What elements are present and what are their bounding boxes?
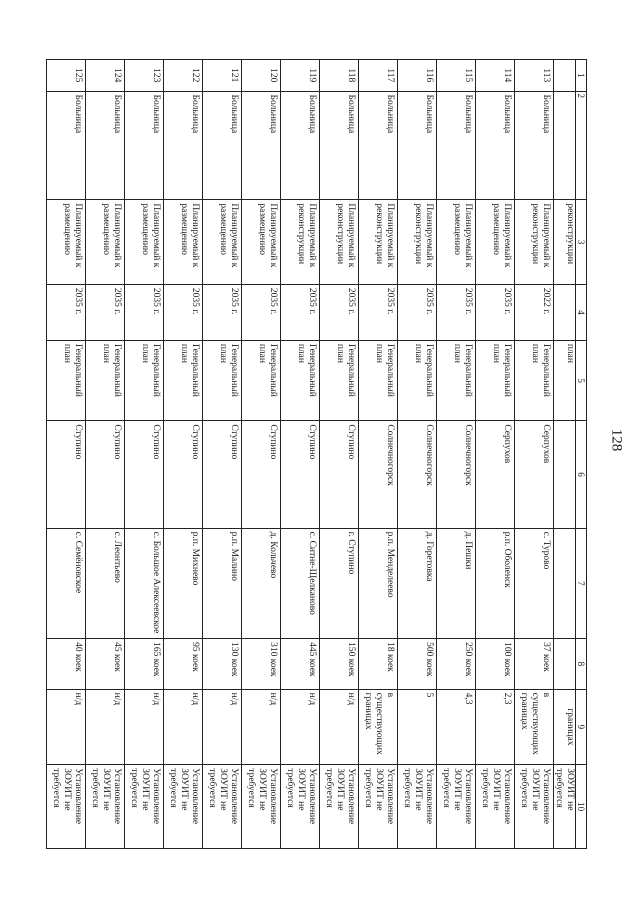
table-cell: 2,3	[475, 689, 514, 765]
table-cell: н/д	[124, 689, 163, 765]
table-cell: Генеральный план	[163, 340, 202, 420]
row-number: 113	[514, 60, 553, 92]
table-cell: 2035 г.	[280, 284, 319, 340]
header-cell: 8	[575, 639, 586, 689]
table-cell: 445 коек	[280, 639, 319, 689]
table-cell: Ступино	[241, 421, 280, 528]
table-cell: 100 коек	[475, 639, 514, 689]
header-cell: 6	[575, 421, 586, 528]
table-cell: Планируемый к размещению	[85, 200, 124, 284]
table-cell: р.п. Малино	[202, 528, 241, 638]
table-cell: 2035 г.	[358, 284, 397, 340]
table-cell: н/д	[319, 689, 358, 765]
table-cell: Планируемый к размещению	[241, 200, 280, 284]
table-cell: Больница	[85, 91, 124, 200]
table-cell: Планируемый к размещению	[202, 200, 241, 284]
table-cell: с. Большое Алексеевское	[124, 528, 163, 638]
row-number: 122	[163, 60, 202, 92]
table-cell: Планируемый к размещению	[124, 200, 163, 284]
rotated-table-container	[46, 59, 587, 849]
table-row	[202, 60, 241, 849]
table-cell: 2035 г.	[85, 284, 124, 340]
table-cell: Генеральный план	[319, 340, 358, 420]
page-number: 128	[608, 428, 625, 452]
table-cell: Планируемый к размещению	[163, 200, 202, 284]
table-cell: Солнечногорск	[358, 421, 397, 528]
table-cell: 165 коек	[124, 639, 163, 689]
table-cell: 2035 г.	[163, 284, 202, 340]
header-cell: 4	[575, 284, 586, 340]
table-cell: Установление ЗОУИТ не требуется	[280, 765, 319, 849]
table-cell: 2035 г.	[46, 284, 85, 340]
table-cell: Ступино	[85, 421, 124, 528]
header-cell: 1	[575, 60, 586, 92]
table-cell: Генеральный план	[280, 340, 319, 420]
table-cell: Солнечногорск	[397, 421, 436, 528]
table-cell: 2022 г.	[514, 284, 553, 340]
table-cell: Больница	[514, 91, 553, 200]
table-cell: Установление ЗОУИТ не требуется	[202, 765, 241, 849]
header-cell: 9	[575, 689, 586, 765]
table-cell: 2035 г.	[124, 284, 163, 340]
table-cell: д. Пешки	[436, 528, 475, 638]
table-cell: с. Ситне-Щелканово	[280, 528, 319, 638]
table-cell: Ступино	[202, 421, 241, 528]
table-cell: Больница	[475, 91, 514, 200]
table-cell: н/д	[280, 689, 319, 765]
table-row	[358, 60, 397, 849]
table-cell: Ступино	[163, 421, 202, 528]
table-cell: Установление ЗОУИТ не требуется	[319, 765, 358, 849]
row-number: 121	[202, 60, 241, 92]
table-cell: Больница	[241, 91, 280, 200]
table-cell: с. Леонтьево	[85, 528, 124, 638]
table-cell: Больница	[163, 91, 202, 200]
table-cell: 500 коек	[397, 639, 436, 689]
row-number: 125	[46, 60, 85, 92]
table-cell: границах	[553, 689, 575, 765]
table-cell: Больница	[202, 91, 241, 200]
row-number: 114	[475, 60, 514, 92]
table-cell: 150 коек	[319, 639, 358, 689]
table-cell: 37 коек	[514, 639, 553, 689]
table-row	[241, 60, 280, 849]
table-cell: 2035 г.	[319, 284, 358, 340]
table-cell: 45 коек	[85, 639, 124, 689]
table-cell: Планируемый к реконструкции	[397, 200, 436, 284]
table-cell: н/д	[241, 689, 280, 765]
table-cell: Больница	[124, 91, 163, 200]
table-cell: Установление ЗОУИТ не требуется	[46, 765, 85, 849]
table-cell: Больница	[280, 91, 319, 200]
table-cell: Серпухов	[514, 421, 553, 528]
table-cell: 2035 г.	[241, 284, 280, 340]
table-cell: Серпухов	[475, 421, 514, 528]
table-cell: Установление ЗОУИТ не требуется	[436, 765, 475, 849]
table-cell: н/д	[163, 689, 202, 765]
table-cell: Генеральный план	[397, 340, 436, 420]
table-cell: 2035 г.	[436, 284, 475, 340]
table-cell: Солнечногорск	[436, 421, 475, 528]
table-row	[319, 60, 358, 849]
table-cell: в существующих границах	[514, 689, 553, 765]
header-cell: 10	[575, 765, 586, 849]
header-cell: 7	[575, 528, 586, 638]
table-cell: Планируемый к реконструкции	[319, 200, 358, 284]
table-cell: 4,3	[436, 689, 475, 765]
table-cell: 40 коек	[46, 639, 85, 689]
table-cell: 130 коек	[202, 639, 241, 689]
table-cell: Генеральный план	[202, 340, 241, 420]
table-row	[475, 60, 514, 849]
table-cell	[553, 528, 575, 638]
table-cell: 2035 г.	[202, 284, 241, 340]
table-cell: Установление ЗОУИТ не требуется	[163, 765, 202, 849]
table-cell: н/д	[202, 689, 241, 765]
table-cell: р.п. Михнево	[163, 528, 202, 638]
row-number: 118	[319, 60, 358, 92]
continuation-row	[553, 60, 575, 849]
table-cell: 310 коек	[241, 639, 280, 689]
table-cell: Планируемый к размещению	[475, 200, 514, 284]
table-cell	[553, 60, 575, 92]
table-cell: с. Семёновское	[46, 528, 85, 638]
table-cell: Генеральный план	[436, 340, 475, 420]
table-row	[436, 60, 475, 849]
table-cell: г. Ступино	[319, 528, 358, 638]
table-cell	[553, 91, 575, 200]
table-cell: д. Горетовка	[397, 528, 436, 638]
table-cell: план	[553, 340, 575, 420]
row-number: 123	[124, 60, 163, 92]
table-cell: 2035 г.	[475, 284, 514, 340]
table-body	[46, 60, 586, 849]
table-cell: реконструкции	[553, 200, 575, 284]
table-cell: Установление ЗОУИТ не требуется	[397, 765, 436, 849]
row-number: 120	[241, 60, 280, 92]
row-number: 115	[436, 60, 475, 92]
table-cell	[553, 421, 575, 528]
table-cell: Больница	[358, 91, 397, 200]
table-cell	[553, 639, 575, 689]
table-cell: 95 коек	[163, 639, 202, 689]
table-cell: н/д	[85, 689, 124, 765]
header-cell: 5	[575, 340, 586, 420]
table-row	[85, 60, 124, 849]
header-cell: 2	[575, 91, 586, 200]
table-cell: ЗОУИТ не требуется	[553, 765, 575, 849]
table-cell: Генеральный план	[85, 340, 124, 420]
table-cell: Установление ЗОУИТ не требуется	[85, 765, 124, 849]
table-cell: 18 коек	[358, 639, 397, 689]
table-cell: Генеральный план	[241, 340, 280, 420]
table-cell: Установление ЗОУИТ не требуется	[475, 765, 514, 849]
table-row	[397, 60, 436, 849]
table-cell: Планируемый к размещению	[436, 200, 475, 284]
table-cell: Ступино	[124, 421, 163, 528]
table-cell: с. Турово	[514, 528, 553, 638]
table-cell: Генеральный план	[46, 340, 85, 420]
table-cell: Генеральный план	[124, 340, 163, 420]
table-cell: Ступино	[319, 421, 358, 528]
table-cell: Планируемый к реконструкции	[358, 200, 397, 284]
table-cell: 250 коек	[436, 639, 475, 689]
table-cell: Генеральный план	[514, 340, 553, 420]
table-row	[514, 60, 553, 849]
table-cell: Больница	[397, 91, 436, 200]
table-cell: Установление ЗОУИТ не требуется	[124, 765, 163, 849]
header-row	[575, 60, 586, 849]
table-cell: н/д	[46, 689, 85, 765]
table-cell: Планируемый к реконструкции	[514, 200, 553, 284]
table-cell: р.п. Оболенск	[475, 528, 514, 638]
table-cell: д. Кольчево	[241, 528, 280, 638]
table-cell: Планируемый к размещению	[46, 200, 85, 284]
table-row	[124, 60, 163, 849]
table-cell: 2035 г.	[397, 284, 436, 340]
objects-table	[46, 59, 587, 849]
table-cell: Ступино	[280, 421, 319, 528]
table-cell: Генеральный план	[358, 340, 397, 420]
table-cell: 5	[397, 689, 436, 765]
table-cell: Генеральный план	[475, 340, 514, 420]
table-cell: Ступино	[46, 421, 85, 528]
table-cell: Больница	[436, 91, 475, 200]
row-number: 124	[85, 60, 124, 92]
table-row	[280, 60, 319, 849]
table-cell: Больница	[46, 91, 85, 200]
row-number: 116	[397, 60, 436, 92]
table-row	[163, 60, 202, 849]
table-cell	[553, 284, 575, 340]
header-cell: 3	[575, 200, 586, 284]
table-cell: р.п. Менделеево	[358, 528, 397, 638]
table-cell: Установление ЗОУИТ не требуется	[514, 765, 553, 849]
table-cell: Установление ЗОУИТ не требуется	[241, 765, 280, 849]
table-cell: Больница	[319, 91, 358, 200]
row-number: 117	[358, 60, 397, 92]
row-number: 119	[280, 60, 319, 92]
table-row	[46, 60, 85, 849]
table-cell: Установление ЗОУИТ не требуется	[358, 765, 397, 849]
table-cell: в существующих границах	[358, 689, 397, 765]
table-cell: Планируемый к реконструкции	[280, 200, 319, 284]
